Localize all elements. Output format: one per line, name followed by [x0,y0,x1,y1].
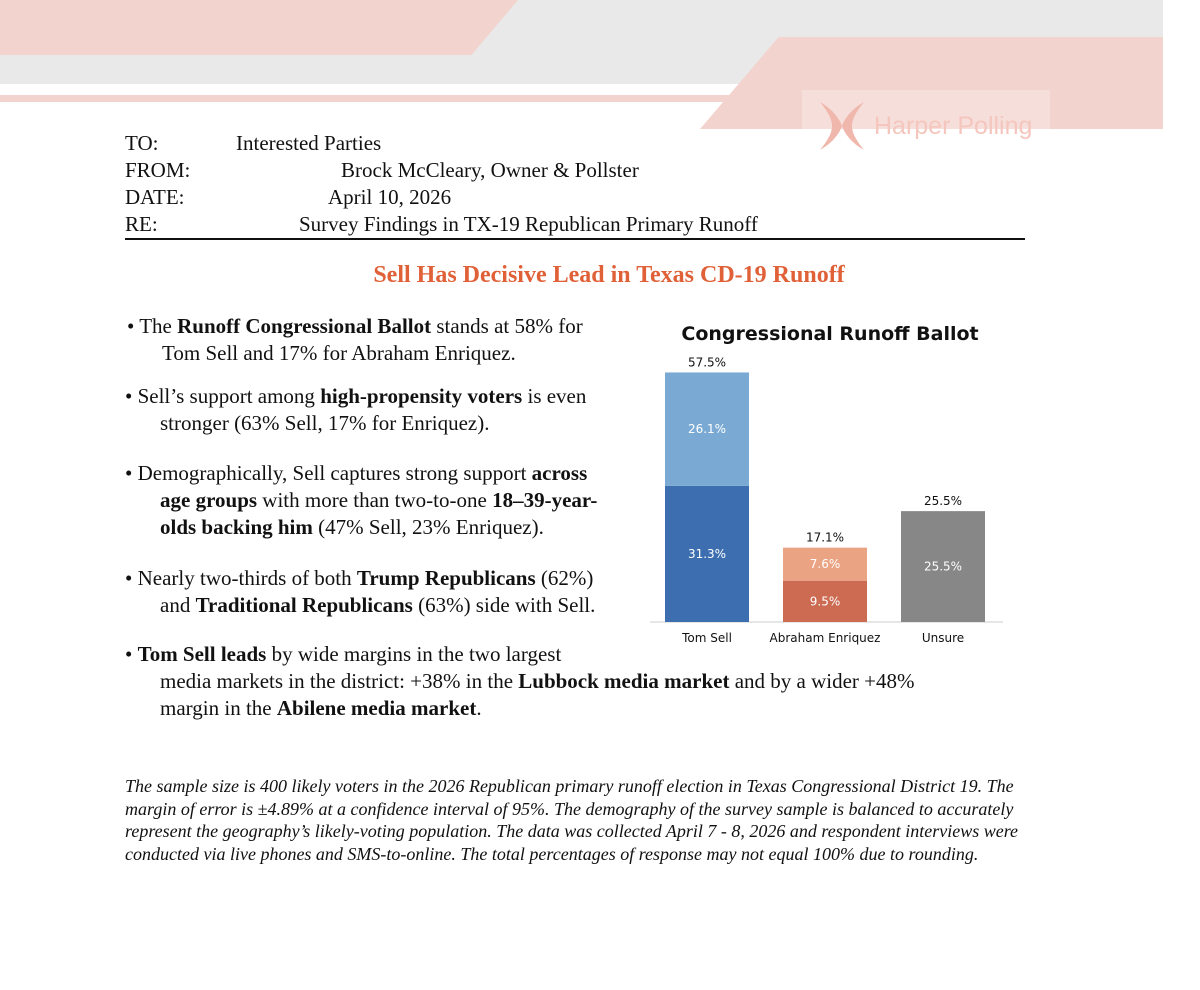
header-band-pink-left [0,0,518,55]
bullet-text: and by a wider +48% [729,669,915,693]
bullet-text: with more than two-to-one [257,488,493,512]
bullet-bold-text: Tom Sell leads [137,642,267,666]
memo-date-row [125,184,1025,211]
memo-from-label: FROM: [125,158,191,182]
page-headline: Sell Has Decisive Lead in Texas CD-19 Runoff [373,262,845,288]
memo-to-value: Interested Parties [236,131,382,155]
bullet-text: media markets in the district: +38% in the [160,669,519,693]
bullet-line [127,340,583,367]
bullet-line [125,592,595,619]
memo-date-value: April 10, 2026 [328,185,452,209]
bullet-line [125,460,597,487]
memo-header [125,130,1025,238]
memo-from-value: Brock McCleary, Owner & Pollster [341,158,639,182]
bullet-text: • [125,642,138,666]
memo-from-row [125,157,1025,184]
bullet-bold-text: Abilene media market [276,696,477,720]
runoff-ballot-chart [645,310,1015,650]
memo-to-label: TO: [125,131,159,155]
bullet-bold-text: 18–39-year- [492,488,598,512]
segment-label: 7.6% [809,557,841,572]
bullet-line [127,313,583,340]
bullet-line [125,514,597,541]
bullet-point [125,383,586,437]
category-label: Tom Sell [682,631,732,645]
bullet-point [127,313,583,367]
memo-re-value: Survey Findings in TX-19 Republican Primary Runoff [299,212,758,236]
bullet-line [125,565,595,592]
bullet-bold-text: age groups [160,488,258,512]
bullet-point [125,460,597,541]
bullet-text: (47% Sell, 23% Enriquez). [312,515,544,539]
memo-to-row [125,130,1025,157]
category-label: Unsure [921,631,965,645]
bullet-point [125,641,915,722]
bullet-text: and [160,593,196,617]
bullet-point [125,565,595,619]
memo-re-label: RE: [125,212,158,236]
header-band-pink-line [0,95,790,102]
logo-text: Harper Polling [874,111,1033,140]
bar-total-label: 57.5% [687,355,727,370]
bullet-line [125,668,915,695]
bullet-bold-text: across [531,461,588,485]
memo-re-row [125,211,1025,238]
chart-title: Congressional Runoff Ballot [681,323,979,345]
bullet-text: stands at 58% for [431,314,583,338]
bullet-line [125,410,586,437]
bullet-text: • Demographically, Sell captures strong support [125,461,532,485]
bullet-text: • Nearly two-thirds of both [125,566,357,590]
bullet-text: is even [522,384,587,408]
bullet-text: (62%) [535,566,594,590]
bullet-bold-text: Lubbock media market [518,669,730,693]
bullet-text: Tom Sell and 17% for Abraham Enriquez. [162,341,516,365]
segment-label: 31.3% [687,546,727,561]
category-label: Abraham Enriquez [769,631,881,645]
bullet-bold-text: high-propensity voters [320,384,523,408]
memo-date-label: DATE: [125,185,185,209]
bullet-text: (63%) side with Sell. [412,593,596,617]
bullet-line [125,695,915,722]
memo-divider [125,238,1025,240]
bullet-text: • Sell’s support among [125,384,321,408]
bullet-bold-text: Trump Republicans [356,566,536,590]
bullet-bold-text: Runoff Congressional Ballot [177,314,432,338]
bullet-line [125,383,586,410]
bullet-line [125,487,597,514]
segment-label: 26.1% [687,422,727,437]
chart-svg [645,310,1015,650]
bullet-text: by wide margins in the two largest [266,642,562,666]
bar-total-label: 17.1% [805,530,845,545]
bullet-text: margin in the [160,696,277,720]
methodology-footnote: The sample size is 400 likely voters in the 2026 Republican primary runoff election in Texas Congressional District 19. The margin of error is ±4.89% at a confidence interval of 95%. The demography of the survey sample is balanced to accurately represent the geography’s likely-voting population. The data was collected April 7 - 8, 2026 and respondent interviews were conducted via live phones and SMS-to-online. The total percentages of response may not equal 100% due to rounding. [125,776,1019,864]
segment-label: 25.5% [923,559,963,574]
bullet-bold-text: olds backing him [160,515,313,539]
bar-total-label: 25.5% [923,494,963,509]
bullet-text: stronger (63% Sell, 17% for Enriquez). [160,411,490,435]
bullet-bold-text: Traditional Republicans [195,593,413,617]
bullet-text: • The [127,314,178,338]
segment-label: 9.5% [809,594,841,609]
bullet-text: . [476,696,482,720]
